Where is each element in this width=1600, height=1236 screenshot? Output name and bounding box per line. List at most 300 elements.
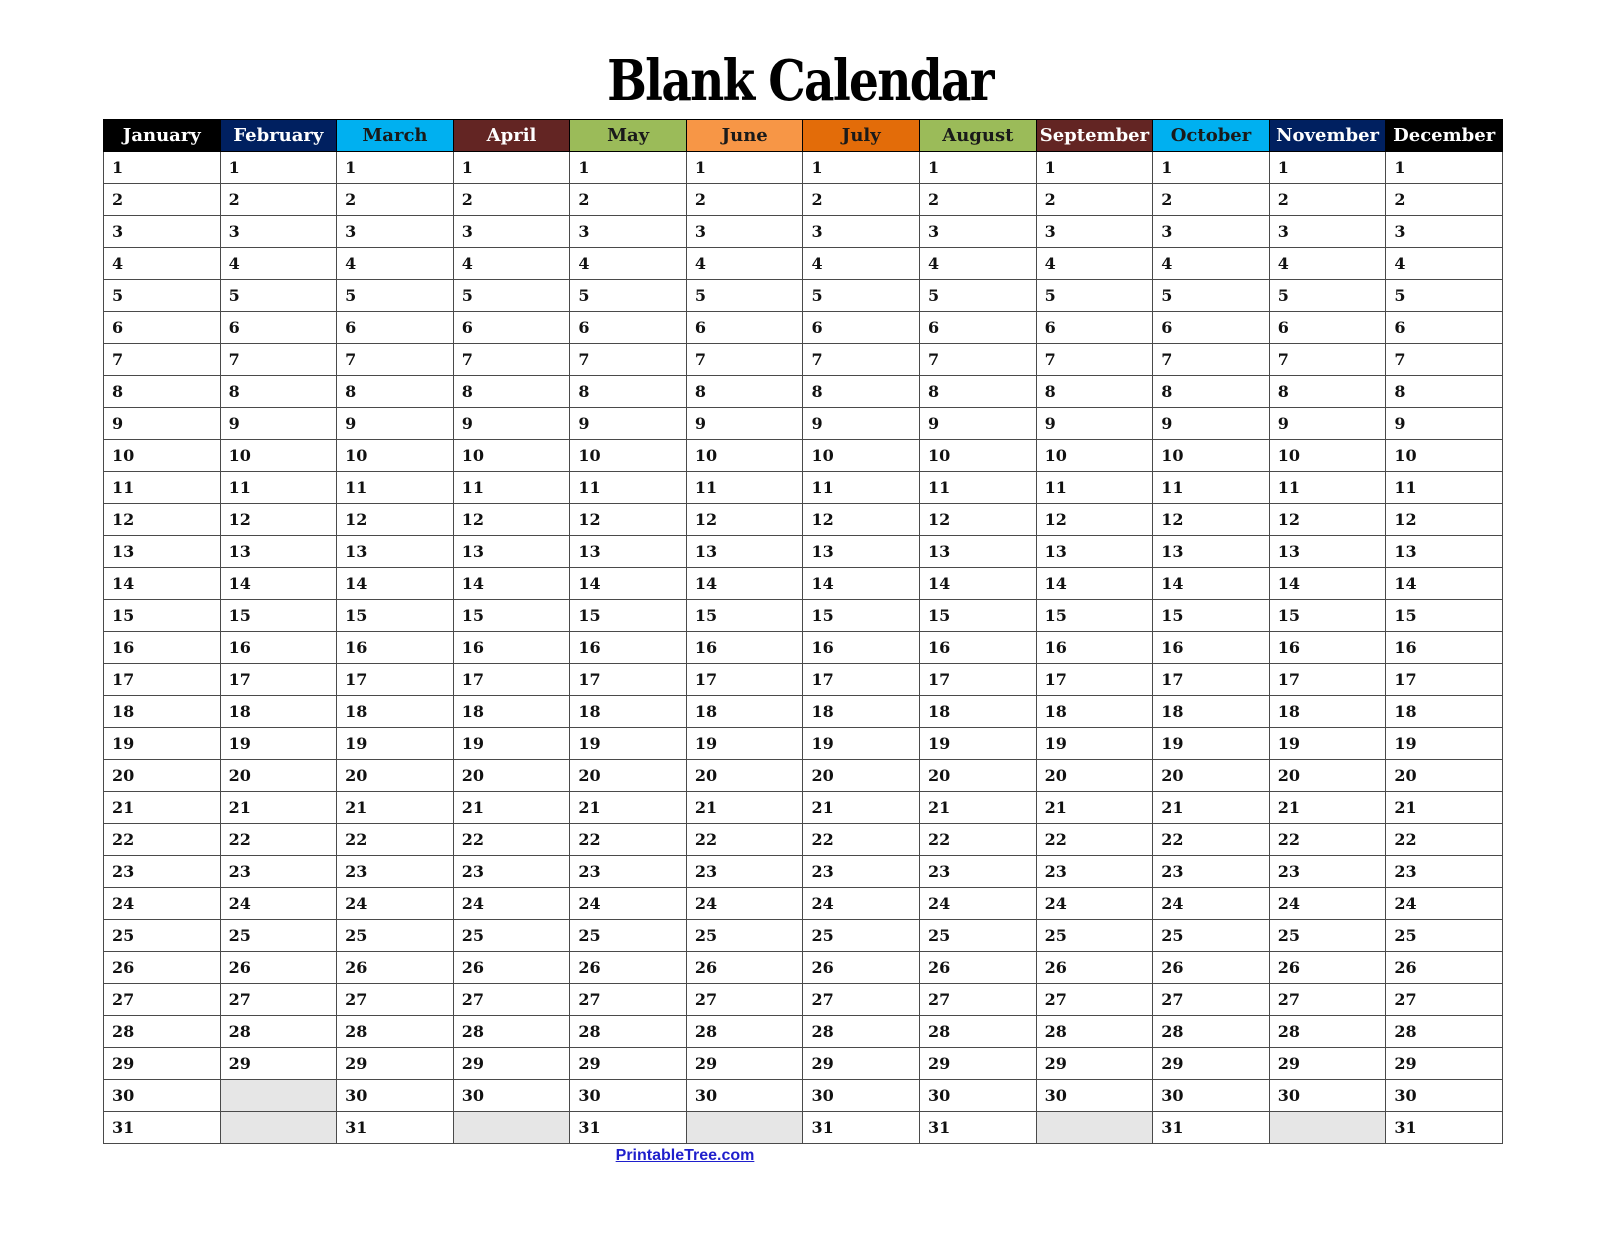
day-cell[interactable]: 16 bbox=[1036, 632, 1153, 664]
day-cell[interactable]: 14 bbox=[920, 568, 1037, 600]
day-cell[interactable]: 18 bbox=[570, 696, 687, 728]
day-cell[interactable]: 29 bbox=[1036, 1048, 1153, 1080]
day-cell[interactable]: 6 bbox=[1153, 312, 1270, 344]
day-cell[interactable]: 17 bbox=[220, 664, 337, 696]
day-cell[interactable]: 21 bbox=[686, 792, 803, 824]
day-cell[interactable]: 14 bbox=[1386, 568, 1503, 600]
day-cell[interactable]: 6 bbox=[920, 312, 1037, 344]
day-cell[interactable]: 13 bbox=[1386, 536, 1503, 568]
day-cell[interactable]: 9 bbox=[104, 408, 221, 440]
day-cell[interactable]: 30 bbox=[1269, 1080, 1386, 1112]
day-cell[interactable]: 5 bbox=[337, 280, 454, 312]
day-cell[interactable]: 30 bbox=[686, 1080, 803, 1112]
day-cell[interactable]: 16 bbox=[803, 632, 920, 664]
day-cell[interactable]: 11 bbox=[104, 472, 221, 504]
day-cell[interactable]: 13 bbox=[1269, 536, 1386, 568]
day-cell[interactable]: 5 bbox=[453, 280, 570, 312]
day-cell[interactable]: 16 bbox=[104, 632, 221, 664]
day-cell[interactable]: 5 bbox=[920, 280, 1037, 312]
day-cell[interactable]: 6 bbox=[104, 312, 221, 344]
day-cell[interactable]: 27 bbox=[1386, 984, 1503, 1016]
day-cell[interactable]: 22 bbox=[920, 824, 1037, 856]
day-cell[interactable]: 29 bbox=[104, 1048, 221, 1080]
day-cell[interactable]: 31 bbox=[803, 1112, 920, 1144]
day-cell[interactable]: 22 bbox=[570, 824, 687, 856]
day-cell[interactable]: 13 bbox=[1036, 536, 1153, 568]
day-cell[interactable]: 21 bbox=[1386, 792, 1503, 824]
day-cell[interactable]: 23 bbox=[920, 856, 1037, 888]
day-cell[interactable]: 18 bbox=[686, 696, 803, 728]
day-cell[interactable]: 13 bbox=[920, 536, 1037, 568]
day-cell[interactable]: 3 bbox=[220, 216, 337, 248]
day-cell[interactable]: 30 bbox=[1153, 1080, 1270, 1112]
day-cell[interactable]: 5 bbox=[570, 280, 687, 312]
day-cell[interactable]: 15 bbox=[686, 600, 803, 632]
day-cell[interactable]: 23 bbox=[220, 856, 337, 888]
day-cell[interactable]: 24 bbox=[453, 888, 570, 920]
day-cell[interactable]: 12 bbox=[686, 504, 803, 536]
day-cell[interactable]: 17 bbox=[570, 664, 687, 696]
day-cell[interactable]: 7 bbox=[104, 344, 221, 376]
day-cell[interactable]: 30 bbox=[803, 1080, 920, 1112]
day-cell[interactable]: 23 bbox=[803, 856, 920, 888]
day-cell[interactable]: 15 bbox=[1153, 600, 1270, 632]
day-cell[interactable]: 16 bbox=[220, 632, 337, 664]
day-cell[interactable]: 27 bbox=[337, 984, 454, 1016]
day-cell[interactable]: 17 bbox=[1269, 664, 1386, 696]
day-cell[interactable]: 23 bbox=[1036, 856, 1153, 888]
day-cell[interactable]: 25 bbox=[220, 920, 337, 952]
day-cell[interactable]: 25 bbox=[1036, 920, 1153, 952]
day-cell[interactable]: 31 bbox=[104, 1112, 221, 1144]
day-cell[interactable]: 7 bbox=[1269, 344, 1386, 376]
day-cell[interactable]: 17 bbox=[686, 664, 803, 696]
day-cell[interactable]: 11 bbox=[920, 472, 1037, 504]
day-cell[interactable]: 1 bbox=[1036, 152, 1153, 184]
day-cell[interactable]: 7 bbox=[337, 344, 454, 376]
day-cell[interactable]: 2 bbox=[686, 184, 803, 216]
day-cell[interactable]: 1 bbox=[1153, 152, 1270, 184]
day-cell[interactable]: 15 bbox=[920, 600, 1037, 632]
day-cell[interactable]: 25 bbox=[1386, 920, 1503, 952]
day-cell[interactable]: 2 bbox=[1153, 184, 1270, 216]
day-cell[interactable]: 1 bbox=[1386, 152, 1503, 184]
day-cell[interactable]: 1 bbox=[1269, 152, 1386, 184]
day-cell[interactable]: 19 bbox=[1269, 728, 1386, 760]
day-cell[interactable]: 30 bbox=[1036, 1080, 1153, 1112]
day-cell[interactable]: 4 bbox=[104, 248, 221, 280]
day-cell[interactable]: 14 bbox=[220, 568, 337, 600]
day-cell[interactable]: 23 bbox=[1386, 856, 1503, 888]
day-cell[interactable]: 7 bbox=[220, 344, 337, 376]
day-cell[interactable]: 11 bbox=[453, 472, 570, 504]
day-cell[interactable]: 12 bbox=[1386, 504, 1503, 536]
day-cell[interactable]: 25 bbox=[453, 920, 570, 952]
day-cell[interactable]: 9 bbox=[803, 408, 920, 440]
day-cell[interactable]: 8 bbox=[686, 376, 803, 408]
day-cell[interactable]: 16 bbox=[337, 632, 454, 664]
day-cell[interactable]: 7 bbox=[453, 344, 570, 376]
day-cell[interactable]: 10 bbox=[1153, 440, 1270, 472]
day-cell[interactable]: 24 bbox=[803, 888, 920, 920]
day-cell[interactable]: 25 bbox=[920, 920, 1037, 952]
day-cell[interactable]: 17 bbox=[1386, 664, 1503, 696]
day-cell[interactable]: 19 bbox=[453, 728, 570, 760]
day-cell[interactable]: 19 bbox=[220, 728, 337, 760]
day-cell[interactable]: 3 bbox=[570, 216, 687, 248]
day-cell[interactable]: 25 bbox=[337, 920, 454, 952]
day-cell[interactable]: 13 bbox=[570, 536, 687, 568]
day-cell[interactable]: 12 bbox=[803, 504, 920, 536]
day-cell[interactable]: 10 bbox=[920, 440, 1037, 472]
day-cell[interactable]: 19 bbox=[686, 728, 803, 760]
day-cell[interactable]: 9 bbox=[920, 408, 1037, 440]
day-cell[interactable]: 7 bbox=[686, 344, 803, 376]
day-cell[interactable]: 14 bbox=[1269, 568, 1386, 600]
day-cell[interactable]: 25 bbox=[1153, 920, 1270, 952]
day-cell[interactable]: 17 bbox=[104, 664, 221, 696]
day-cell[interactable]: 6 bbox=[1269, 312, 1386, 344]
day-cell[interactable]: 3 bbox=[337, 216, 454, 248]
day-cell[interactable]: 15 bbox=[104, 600, 221, 632]
day-cell[interactable]: 16 bbox=[1269, 632, 1386, 664]
day-cell[interactable]: 20 bbox=[686, 760, 803, 792]
day-cell[interactable]: 14 bbox=[337, 568, 454, 600]
day-cell[interactable]: 28 bbox=[1036, 1016, 1153, 1048]
day-cell[interactable]: 29 bbox=[570, 1048, 687, 1080]
day-cell[interactable]: 29 bbox=[337, 1048, 454, 1080]
day-cell[interactable]: 26 bbox=[220, 952, 337, 984]
day-cell[interactable]: 24 bbox=[1153, 888, 1270, 920]
day-cell[interactable]: 5 bbox=[686, 280, 803, 312]
day-cell[interactable]: 15 bbox=[1386, 600, 1503, 632]
day-cell[interactable]: 13 bbox=[220, 536, 337, 568]
day-cell[interactable]: 18 bbox=[1036, 696, 1153, 728]
day-cell[interactable]: 31 bbox=[570, 1112, 687, 1144]
day-cell[interactable]: 29 bbox=[1153, 1048, 1270, 1080]
day-cell[interactable]: 13 bbox=[453, 536, 570, 568]
day-cell[interactable]: 22 bbox=[220, 824, 337, 856]
day-cell[interactable]: 27 bbox=[570, 984, 687, 1016]
day-cell[interactable]: 28 bbox=[1153, 1016, 1270, 1048]
day-cell[interactable]: 19 bbox=[1153, 728, 1270, 760]
day-cell[interactable]: 11 bbox=[220, 472, 337, 504]
day-cell[interactable]: 8 bbox=[337, 376, 454, 408]
day-cell[interactable]: 21 bbox=[337, 792, 454, 824]
day-cell[interactable]: 3 bbox=[803, 216, 920, 248]
day-cell[interactable]: 23 bbox=[337, 856, 454, 888]
day-cell[interactable]: 20 bbox=[920, 760, 1037, 792]
day-cell[interactable]: 8 bbox=[1036, 376, 1153, 408]
day-cell[interactable]: 24 bbox=[686, 888, 803, 920]
day-cell[interactable]: 2 bbox=[220, 184, 337, 216]
day-cell[interactable]: 21 bbox=[570, 792, 687, 824]
day-cell[interactable]: 16 bbox=[686, 632, 803, 664]
day-cell[interactable]: 26 bbox=[1386, 952, 1503, 984]
day-cell[interactable]: 29 bbox=[1269, 1048, 1386, 1080]
day-cell[interactable]: 22 bbox=[686, 824, 803, 856]
day-cell[interactable]: 8 bbox=[1269, 376, 1386, 408]
day-cell[interactable]: 13 bbox=[803, 536, 920, 568]
day-cell[interactable]: 27 bbox=[104, 984, 221, 1016]
day-cell[interactable]: 27 bbox=[1269, 984, 1386, 1016]
day-cell[interactable]: 8 bbox=[920, 376, 1037, 408]
day-cell[interactable]: 6 bbox=[570, 312, 687, 344]
day-cell[interactable]: 23 bbox=[1269, 856, 1386, 888]
day-cell[interactable]: 27 bbox=[803, 984, 920, 1016]
day-cell[interactable]: 14 bbox=[1153, 568, 1270, 600]
day-cell[interactable]: 6 bbox=[1386, 312, 1503, 344]
day-cell[interactable]: 26 bbox=[1153, 952, 1270, 984]
day-cell[interactable]: 7 bbox=[803, 344, 920, 376]
day-cell[interactable]: 24 bbox=[920, 888, 1037, 920]
day-cell[interactable]: 3 bbox=[686, 216, 803, 248]
day-cell[interactable]: 28 bbox=[104, 1016, 221, 1048]
day-cell[interactable]: 21 bbox=[1153, 792, 1270, 824]
day-cell[interactable]: 8 bbox=[803, 376, 920, 408]
day-cell[interactable]: 20 bbox=[1036, 760, 1153, 792]
day-cell[interactable]: 17 bbox=[803, 664, 920, 696]
day-cell[interactable]: 18 bbox=[803, 696, 920, 728]
day-cell[interactable]: 24 bbox=[1386, 888, 1503, 920]
day-cell[interactable]: 28 bbox=[453, 1016, 570, 1048]
day-cell[interactable]: 28 bbox=[1269, 1016, 1386, 1048]
day-cell[interactable]: 20 bbox=[1153, 760, 1270, 792]
day-cell[interactable]: 19 bbox=[1036, 728, 1153, 760]
day-cell[interactable]: 19 bbox=[570, 728, 687, 760]
day-cell[interactable]: 18 bbox=[1153, 696, 1270, 728]
day-cell[interactable]: 16 bbox=[570, 632, 687, 664]
day-cell[interactable]: 18 bbox=[1269, 696, 1386, 728]
day-cell[interactable]: 10 bbox=[220, 440, 337, 472]
day-cell[interactable]: 22 bbox=[1269, 824, 1386, 856]
day-cell[interactable]: 11 bbox=[337, 472, 454, 504]
day-cell[interactable]: 12 bbox=[453, 504, 570, 536]
day-cell[interactable]: 25 bbox=[803, 920, 920, 952]
day-cell[interactable]: 28 bbox=[1386, 1016, 1503, 1048]
day-cell[interactable]: 4 bbox=[686, 248, 803, 280]
day-cell[interactable]: 28 bbox=[920, 1016, 1037, 1048]
day-cell[interactable]: 1 bbox=[803, 152, 920, 184]
day-cell[interactable]: 14 bbox=[1036, 568, 1153, 600]
day-cell[interactable]: 15 bbox=[1269, 600, 1386, 632]
day-cell[interactable]: 10 bbox=[1386, 440, 1503, 472]
day-cell[interactable]: 21 bbox=[104, 792, 221, 824]
day-cell[interactable]: 29 bbox=[803, 1048, 920, 1080]
day-cell[interactable]: 24 bbox=[220, 888, 337, 920]
day-cell[interactable]: 28 bbox=[570, 1016, 687, 1048]
day-cell[interactable]: 11 bbox=[1386, 472, 1503, 504]
day-cell[interactable]: 26 bbox=[104, 952, 221, 984]
day-cell[interactable]: 30 bbox=[453, 1080, 570, 1112]
day-cell[interactable]: 4 bbox=[920, 248, 1037, 280]
day-cell[interactable]: 3 bbox=[1269, 216, 1386, 248]
day-cell[interactable]: 8 bbox=[104, 376, 221, 408]
day-cell[interactable]: 9 bbox=[453, 408, 570, 440]
day-cell[interactable]: 3 bbox=[453, 216, 570, 248]
day-cell[interactable]: 14 bbox=[803, 568, 920, 600]
day-cell[interactable]: 28 bbox=[803, 1016, 920, 1048]
day-cell[interactable]: 11 bbox=[686, 472, 803, 504]
day-cell[interactable]: 17 bbox=[1153, 664, 1270, 696]
day-cell[interactable]: 18 bbox=[104, 696, 221, 728]
day-cell[interactable]: 10 bbox=[104, 440, 221, 472]
day-cell[interactable]: 19 bbox=[1386, 728, 1503, 760]
day-cell[interactable]: 5 bbox=[1153, 280, 1270, 312]
day-cell[interactable]: 18 bbox=[920, 696, 1037, 728]
day-cell[interactable]: 13 bbox=[104, 536, 221, 568]
day-cell[interactable]: 27 bbox=[1153, 984, 1270, 1016]
day-cell[interactable]: 3 bbox=[1386, 216, 1503, 248]
day-cell[interactable]: 3 bbox=[104, 216, 221, 248]
day-cell[interactable]: 2 bbox=[337, 184, 454, 216]
day-cell[interactable]: 26 bbox=[1269, 952, 1386, 984]
day-cell[interactable]: 27 bbox=[920, 984, 1037, 1016]
day-cell[interactable]: 29 bbox=[1386, 1048, 1503, 1080]
day-cell[interactable]: 2 bbox=[104, 184, 221, 216]
day-cell[interactable]: 21 bbox=[920, 792, 1037, 824]
day-cell[interactable]: 10 bbox=[1036, 440, 1153, 472]
day-cell[interactable]: 25 bbox=[570, 920, 687, 952]
day-cell[interactable]: 30 bbox=[1386, 1080, 1503, 1112]
day-cell[interactable]: 26 bbox=[570, 952, 687, 984]
day-cell[interactable]: 31 bbox=[1386, 1112, 1503, 1144]
day-cell[interactable]: 22 bbox=[1036, 824, 1153, 856]
day-cell[interactable]: 11 bbox=[1036, 472, 1153, 504]
day-cell[interactable]: 23 bbox=[570, 856, 687, 888]
day-cell[interactable]: 11 bbox=[803, 472, 920, 504]
day-cell[interactable]: 7 bbox=[1386, 344, 1503, 376]
day-cell[interactable]: 14 bbox=[104, 568, 221, 600]
day-cell[interactable]: 22 bbox=[1386, 824, 1503, 856]
day-cell[interactable]: 20 bbox=[104, 760, 221, 792]
day-cell[interactable]: 5 bbox=[803, 280, 920, 312]
day-cell[interactable]: 26 bbox=[453, 952, 570, 984]
day-cell[interactable]: 19 bbox=[920, 728, 1037, 760]
day-cell[interactable]: 27 bbox=[220, 984, 337, 1016]
day-cell[interactable]: 27 bbox=[1036, 984, 1153, 1016]
day-cell[interactable]: 13 bbox=[1153, 536, 1270, 568]
day-cell[interactable]: 3 bbox=[920, 216, 1037, 248]
day-cell[interactable]: 16 bbox=[1386, 632, 1503, 664]
day-cell[interactable]: 14 bbox=[453, 568, 570, 600]
day-cell[interactable]: 8 bbox=[1386, 376, 1503, 408]
day-cell[interactable]: 10 bbox=[337, 440, 454, 472]
day-cell[interactable]: 2 bbox=[570, 184, 687, 216]
day-cell[interactable]: 15 bbox=[220, 600, 337, 632]
day-cell[interactable]: 22 bbox=[104, 824, 221, 856]
day-cell[interactable]: 17 bbox=[453, 664, 570, 696]
day-cell[interactable]: 22 bbox=[337, 824, 454, 856]
day-cell[interactable]: 30 bbox=[104, 1080, 221, 1112]
day-cell[interactable]: 12 bbox=[104, 504, 221, 536]
day-cell[interactable]: 4 bbox=[1386, 248, 1503, 280]
day-cell[interactable]: 23 bbox=[1153, 856, 1270, 888]
day-cell[interactable]: 12 bbox=[220, 504, 337, 536]
day-cell[interactable]: 5 bbox=[104, 280, 221, 312]
day-cell[interactable]: 29 bbox=[920, 1048, 1037, 1080]
day-cell[interactable]: 2 bbox=[1269, 184, 1386, 216]
day-cell[interactable]: 2 bbox=[453, 184, 570, 216]
day-cell[interactable]: 20 bbox=[337, 760, 454, 792]
day-cell[interactable]: 8 bbox=[453, 376, 570, 408]
day-cell[interactable]: 21 bbox=[803, 792, 920, 824]
day-cell[interactable]: 10 bbox=[570, 440, 687, 472]
day-cell[interactable]: 7 bbox=[1153, 344, 1270, 376]
day-cell[interactable]: 1 bbox=[920, 152, 1037, 184]
day-cell[interactable]: 28 bbox=[686, 1016, 803, 1048]
day-cell[interactable]: 4 bbox=[220, 248, 337, 280]
day-cell[interactable]: 7 bbox=[920, 344, 1037, 376]
day-cell[interactable]: 16 bbox=[1153, 632, 1270, 664]
day-cell[interactable]: 23 bbox=[453, 856, 570, 888]
day-cell[interactable]: 17 bbox=[337, 664, 454, 696]
day-cell[interactable]: 25 bbox=[1269, 920, 1386, 952]
day-cell[interactable]: 17 bbox=[1036, 664, 1153, 696]
day-cell[interactable]: 5 bbox=[220, 280, 337, 312]
day-cell[interactable]: 6 bbox=[220, 312, 337, 344]
day-cell[interactable]: 20 bbox=[1386, 760, 1503, 792]
day-cell[interactable]: 3 bbox=[1036, 216, 1153, 248]
day-cell[interactable]: 6 bbox=[1036, 312, 1153, 344]
day-cell[interactable]: 31 bbox=[337, 1112, 454, 1144]
day-cell[interactable]: 21 bbox=[220, 792, 337, 824]
day-cell[interactable]: 4 bbox=[1153, 248, 1270, 280]
day-cell[interactable]: 2 bbox=[920, 184, 1037, 216]
day-cell[interactable]: 4 bbox=[570, 248, 687, 280]
day-cell[interactable]: 6 bbox=[803, 312, 920, 344]
day-cell[interactable]: 15 bbox=[1036, 600, 1153, 632]
day-cell[interactable]: 12 bbox=[570, 504, 687, 536]
day-cell[interactable]: 24 bbox=[337, 888, 454, 920]
day-cell[interactable]: 7 bbox=[1036, 344, 1153, 376]
day-cell[interactable]: 12 bbox=[1036, 504, 1153, 536]
day-cell[interactable]: 22 bbox=[453, 824, 570, 856]
day-cell[interactable]: 5 bbox=[1036, 280, 1153, 312]
day-cell[interactable]: 4 bbox=[453, 248, 570, 280]
day-cell[interactable]: 4 bbox=[803, 248, 920, 280]
day-cell[interactable]: 1 bbox=[220, 152, 337, 184]
day-cell[interactable]: 15 bbox=[803, 600, 920, 632]
day-cell[interactable]: 18 bbox=[337, 696, 454, 728]
day-cell[interactable]: 3 bbox=[1153, 216, 1270, 248]
day-cell[interactable]: 18 bbox=[1386, 696, 1503, 728]
day-cell[interactable]: 21 bbox=[1036, 792, 1153, 824]
day-cell[interactable]: 13 bbox=[686, 536, 803, 568]
day-cell[interactable]: 11 bbox=[1269, 472, 1386, 504]
day-cell[interactable]: 12 bbox=[1153, 504, 1270, 536]
day-cell[interactable]: 19 bbox=[104, 728, 221, 760]
day-cell[interactable]: 20 bbox=[220, 760, 337, 792]
day-cell[interactable]: 9 bbox=[337, 408, 454, 440]
day-cell[interactable]: 16 bbox=[453, 632, 570, 664]
day-cell[interactable]: 22 bbox=[1153, 824, 1270, 856]
day-cell[interactable]: 29 bbox=[686, 1048, 803, 1080]
day-cell[interactable]: 1 bbox=[686, 152, 803, 184]
day-cell[interactable]: 10 bbox=[803, 440, 920, 472]
day-cell[interactable]: 25 bbox=[104, 920, 221, 952]
day-cell[interactable]: 5 bbox=[1386, 280, 1503, 312]
day-cell[interactable]: 22 bbox=[803, 824, 920, 856]
day-cell[interactable]: 8 bbox=[570, 376, 687, 408]
day-cell[interactable]: 6 bbox=[453, 312, 570, 344]
day-cell[interactable]: 26 bbox=[1036, 952, 1153, 984]
day-cell[interactable]: 31 bbox=[1153, 1112, 1270, 1144]
day-cell[interactable]: 2 bbox=[803, 184, 920, 216]
day-cell[interactable]: 9 bbox=[570, 408, 687, 440]
day-cell[interactable]: 15 bbox=[337, 600, 454, 632]
day-cell[interactable]: 15 bbox=[453, 600, 570, 632]
